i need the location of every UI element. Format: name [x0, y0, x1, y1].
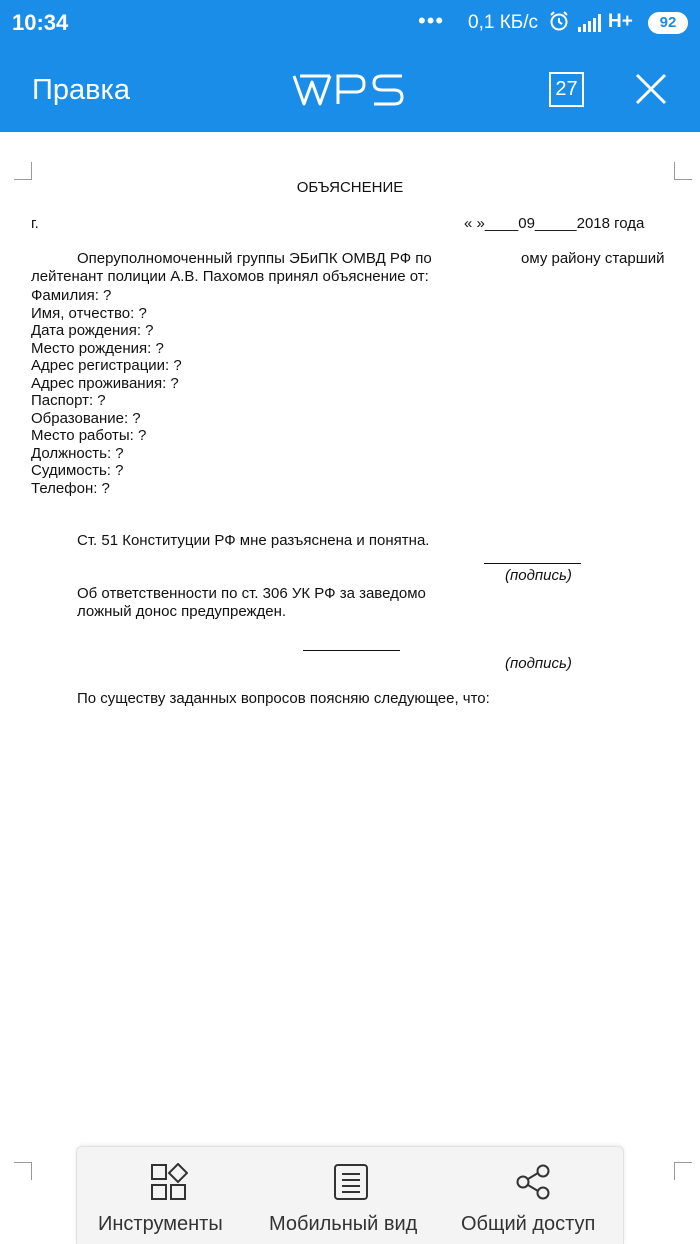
field-row: Должность: ? — [31, 444, 124, 462]
share-icon — [515, 1163, 553, 1201]
mobile-view-button[interactable] — [259, 1147, 443, 1244]
network-speed: 0,1 КБ/с — [468, 12, 539, 33]
bottom-toolbar — [76, 1146, 624, 1244]
signature-label: (подпись) — [505, 567, 572, 584]
field-row: Судимость: ? — [31, 462, 124, 479]
constitution-statement: Ст. 51 Конституции РФ мне разъяснена и понятна. — [77, 532, 430, 549]
field-row: Образование: ? — [31, 409, 141, 427]
edit-button[interactable]: Правка — [32, 74, 130, 106]
intro-line-2: лейтенант полиции А.В. Пахомов принял объяснение от: — [31, 268, 429, 285]
battery-icon: 92 — [648, 12, 688, 34]
mobile-view-label: Мобильный вид — [269, 1213, 418, 1235]
field-row: Дата рождения: ? — [31, 322, 154, 339]
network-type: H+ — [608, 11, 633, 32]
responsibility-line-2: ложный донос предупрежден. — [77, 603, 287, 620]
field-row: Имя, отчество: ? — [31, 304, 147, 322]
close-icon[interactable] — [634, 72, 668, 106]
field-row: Фамилия: ? — [31, 287, 112, 304]
alarm-icon — [548, 10, 570, 32]
intro-line-1-end: ому району старший — [521, 250, 665, 267]
field-row: Адрес регистрации: ? — [31, 357, 182, 374]
signature-label: (подпись) — [505, 655, 572, 672]
document-date: « »____09_____2018 года — [464, 215, 645, 232]
page-corner-mark — [14, 1162, 32, 1180]
page-count-button[interactable]: 27 — [549, 72, 584, 107]
page-corner-mark — [674, 1162, 692, 1180]
signature-line — [303, 650, 400, 651]
intro-line-1: Оперуполномоченный группы ЭБиПК ОМВД РФ по — [77, 250, 432, 267]
field-row: Место рождения: ? — [31, 339, 164, 357]
share-button[interactable] — [443, 1147, 625, 1244]
field-row: Адрес проживания: ? — [31, 374, 179, 392]
page-corner-mark — [14, 162, 32, 180]
essence-statement: По существу заданных вопросов поясняю следующее, что: — [77, 690, 490, 707]
notification-dots: ••• — [418, 8, 445, 33]
responsibility-line-1: Об ответственности по ст. 306 УК РФ за заведомо — [77, 585, 426, 602]
tools-icon — [150, 1163, 188, 1201]
field-row: Телефон: ? — [31, 479, 110, 497]
field-row: Паспорт: ? — [31, 392, 106, 409]
mobile-view-icon — [332, 1163, 370, 1201]
status-bar — [0, 0, 700, 50]
share-label: Общий доступ — [461, 1213, 596, 1235]
document-city: г. — [31, 215, 39, 232]
page-corner-mark — [674, 162, 692, 180]
tools-button[interactable] — [77, 1147, 259, 1244]
app-toolbar — [0, 50, 700, 132]
status-time: 10:34 — [12, 10, 69, 35]
personal-fields — [31, 287, 182, 497]
tools-label: Инструменты — [98, 1213, 223, 1235]
document-title: ОБЪЯСНЕНИЕ — [296, 179, 404, 196]
signal-icon — [578, 14, 604, 32]
document-page[interactable] — [0, 132, 700, 1244]
field-row: Место работы: ? — [31, 427, 147, 444]
signature-line — [484, 563, 581, 564]
wps-logo-icon — [292, 70, 406, 110]
